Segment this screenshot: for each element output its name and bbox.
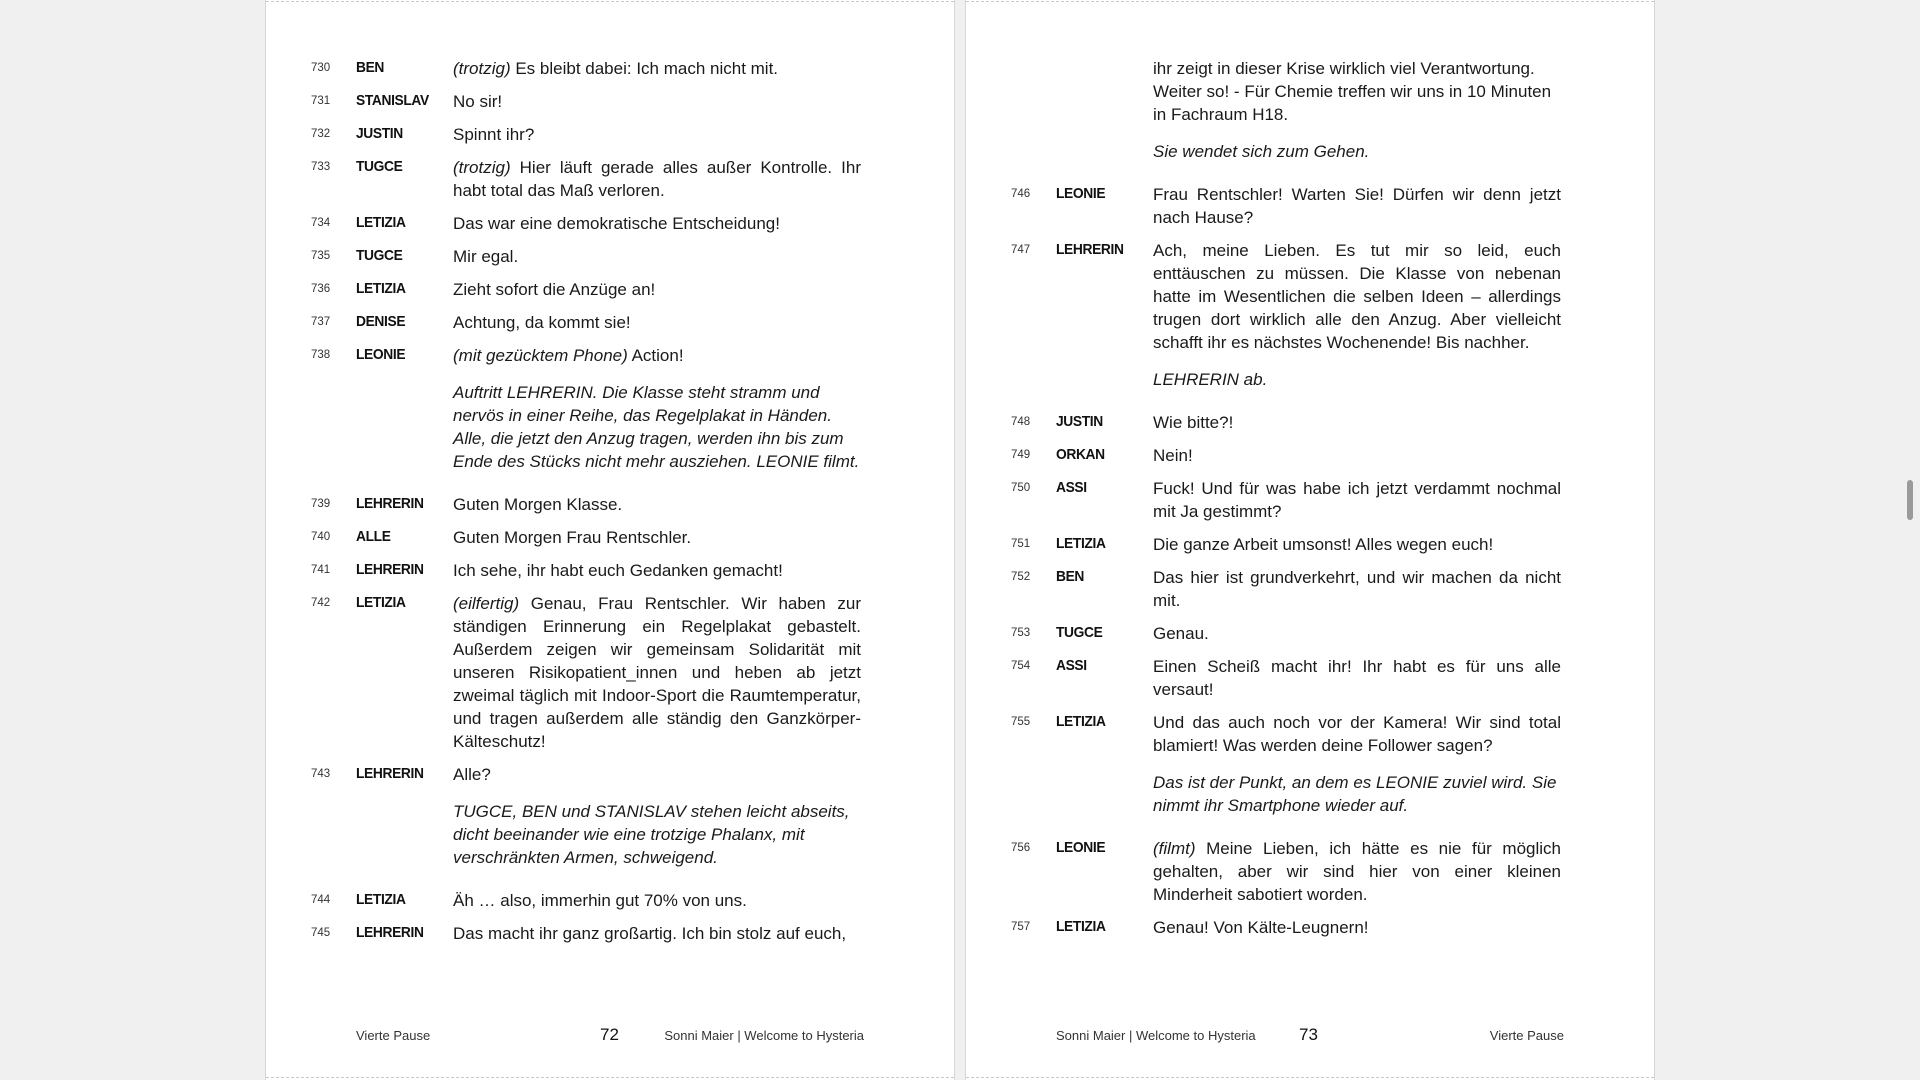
speech: Achtung, da kommt sie! [453,313,631,332]
dialogue-text [453,212,861,235]
dialogue-block [311,493,871,786]
dialogue-text [453,90,861,113]
dialogue-line [311,344,871,367]
dialogue-text [1153,655,1561,701]
dialogue-text [453,526,861,549]
stage-direction: Auftritt LEHRERIN. Die Klasse steht stramm und nervös in einer Reihe, das Regelplakat in Händen. Alle, die jetzt den Anzug tragen, werden ihn bis zum Ende des Stücks nicht mehr ausziehen. LEONIE filmt. [453,383,860,471]
dialogue-line [311,90,871,113]
speech: Guten Morgen Frau Rentschler. [453,528,692,547]
line-number: 735 [311,250,331,262]
dialogue-text [1153,183,1561,229]
dialogue-line [311,212,871,235]
speaker-name: LEHRERIN [356,924,424,941]
speaker-name: LEONIE [356,346,406,363]
speaker-name: LETIZIA [356,280,406,297]
page-top-edge [966,1,1654,2]
dialogue-line [1011,533,1571,556]
dialogue-text [1153,444,1561,467]
dialogue-line [1011,622,1571,645]
line-number: 745 [311,927,331,939]
speaker-name: LETIZIA [356,891,406,908]
speech: Es bleibt dabei: Ich mach nicht mit. [510,59,779,78]
line-number: 752 [1011,571,1031,583]
speaker-name: STANISLAV [356,92,429,109]
page-footer [266,1025,954,1048]
speech: No sir! [453,92,503,111]
dialogue-text [1153,533,1561,556]
line-number: 743 [311,768,331,780]
page-73 [965,0,1655,1080]
stage-direction: TUGCE, BEN und STANISLAV stehen leicht abseits, dicht beeinander wie eine trotzige Phalanx, mit verschränkten Armen, schweigend. [453,802,850,867]
dialogue-text [453,156,861,202]
speech: Meine Lieben, ich hätte es nie für möglich gehalten, aber wir sind hier von einer kleinen Minderheit sabotiert worden. [1153,839,1561,904]
speaker-name: LETIZIA [1056,713,1106,730]
dialogue-text [1153,837,1561,906]
speaker-name: TUGCE [1056,624,1103,641]
stage-direction: Das ist der Punkt, an dem es LEONIE zuviel wird. Sie nimmt ihr Smartphone wieder auf. [1153,773,1557,815]
speech: Genau, Frau Rentschler. Wir haben zur ständigen Erinnerung ein Regelplakat gebastelt. Außerdem zeigen wir gemeinsam Solidarität mit unseren Risikopatient_innen und heben ab jetzt zweimal täglich mit Indoor-Sport die Raumtemperatur, und tragen außerdem alle ständig den Ganzkörper-Kälteschutz! [453,594,861,751]
dialogue-text [453,278,861,301]
speaker-name: LEHRERIN [1056,241,1124,258]
dialogue-text [453,763,861,786]
speaker-name: ASSI [1056,657,1087,674]
dialogue-line [1011,837,1571,906]
dialogue-block [1011,837,1571,939]
dialogue-line [311,156,871,202]
line-number: 754 [1011,660,1031,672]
speaker-name: LETIZIA [356,594,406,611]
dialogue-text [1153,411,1561,434]
speech: Genau! Von Kälte-Leugnern! [1153,918,1369,937]
speaker-name: ASSI [1056,479,1087,496]
dialogue-line [1011,239,1571,354]
line-number: 739 [311,498,331,510]
continued-dialogue: ihr zeigt in dieser Krise wirklich viel Verantwortung. Weiter so! - Für Chemie treffen wir uns in 10 Minuten in Fachraum H18. [1153,59,1552,124]
dialogue-line [1011,477,1571,523]
speech: Guten Morgen Klasse. [453,495,623,514]
dialogue-line [311,889,871,912]
line-number: 732 [311,128,331,140]
speech: Hier läuft gerade alles außer Kontrolle. Ihr habt total das Maß verloren. [453,158,861,200]
speech: Genau. [1153,624,1209,643]
dialogue-text [453,311,861,334]
line-number: 738 [311,349,331,361]
dialogue-line [1011,183,1571,229]
speech: Mir egal. [453,247,519,266]
line-number: 737 [311,316,331,328]
dialogue-line [1011,444,1571,467]
speaker-name: ORKAN [1056,446,1105,463]
line-number: 736 [311,283,331,295]
parenthetical: (trotzig) [453,59,511,78]
page-footer [966,1025,1654,1048]
speech: Spinnt ihr? [453,125,535,144]
dialogue-text [1153,477,1561,523]
speech: Das hier ist grundverkehrt, und wir machen da nicht mit. [1153,568,1561,610]
line-number: 755 [1011,716,1031,728]
dialogue-text [453,493,861,516]
dialogue-text [453,889,861,912]
parenthetical: (mit gezücktem Phone) [453,346,628,365]
speech: Das macht ihr ganz großartig. Ich bin stolz auf euch, [453,924,847,943]
speaker-name: LETIZIA [1056,918,1106,935]
line-number: 747 [1011,244,1031,256]
line-number: 744 [311,894,331,906]
dialogue-line [311,311,871,334]
footer-section: Vierte Pause [356,1028,431,1043]
dialogue-line [311,922,871,945]
line-number: 751 [1011,538,1031,550]
page-number: 72 [600,1025,619,1044]
speaker-name: DENISE [356,313,406,330]
page-number: 73 [1299,1025,1318,1044]
dialogue-line [311,559,871,582]
stage-direction: Sie wendet sich zum Gehen. [1153,142,1370,161]
speaker-name: JUSTIN [356,125,403,142]
vertical-scrollbar-thumb[interactable] [1907,480,1913,520]
speech: Frau Rentschler! Warten Sie! Dürfen wir denn jetzt nach Hause? [1153,185,1561,227]
dialogue-line [311,245,871,268]
dialogue-text [453,559,861,582]
speaker-name: TUGCE [356,158,403,175]
line-number: 730 [311,62,331,74]
speaker-name: LEHRERIN [356,765,424,782]
speaker-name: BEN [1056,568,1085,585]
dialogue-text [1153,239,1561,354]
dialogue-text [1153,566,1561,612]
speech: Die ganze Arbeit umsonst! Alles wegen euch! [1153,535,1494,554]
script-content-right [1011,57,1571,949]
speech: Zieht sofort die Anzüge an! [453,280,656,299]
page-72 [265,0,955,1080]
footer-title: Sonni Maier | Welcome to Hysteria [664,1028,864,1043]
speech: Ach, meine Lieben. Es tut mir so leid, euch enttäuschen zu müssen. Die Klasse von nebenan hatte im Wesentlichen die selben Ideen – allerdings trugen dort wirklich alle den Anzug. Aber vielleicht schafft ihr es nächstes Wochenende! Bis nachher. [1153,241,1561,352]
dialogue-text [1153,916,1561,939]
dialogue-text [453,57,861,80]
dialogue-line [311,763,871,786]
speech: Alle? [453,765,491,784]
speaker-name: LEONIE [1056,839,1106,856]
speech: Ich sehe, ihr habt euch Gedanken gemacht! [453,561,783,580]
dialogue-text [1153,711,1561,757]
dialogue-text [453,123,861,146]
line-number: 753 [1011,627,1031,639]
page-bottom-edge [266,1077,954,1078]
dialogue-line [311,278,871,301]
dialogue-text [453,245,861,268]
line-number: 740 [311,531,331,543]
line-number: 757 [1011,921,1031,933]
dialogue-line [311,123,871,146]
speech: Fuck! Und für was habe ich jetzt verdammt nochmal mit Ja gestimmt? [1153,479,1561,521]
speech: Und das auch noch vor der Kamera! Wir sind total blamiert! Was werden deine Follower sagen? [1153,713,1561,755]
line-number: 741 [311,564,331,576]
page-bottom-edge [966,1077,1654,1078]
line-number: 742 [311,597,331,609]
dialogue-text [453,592,861,753]
dialogue-block [1011,411,1571,757]
speaker-name: LETIZIA [356,214,406,231]
dialogue-line [311,57,871,80]
line-number: 731 [311,95,331,107]
speech: Nein! [1153,446,1193,465]
dialogue-text [453,344,861,367]
dialogue-line [311,526,871,549]
parenthetical: (trotzig) [453,158,511,177]
dialogue-line [311,592,871,753]
stage-direction: LEHRERIN ab. [1153,370,1268,389]
speaker-name: LEHRERIN [356,561,424,578]
parenthetical: (filmt) [1153,839,1196,858]
dialogue-line [311,493,871,516]
dialogue-line [1011,916,1571,939]
speech: Einen Scheiß macht ihr! Ihr habt es für uns alle versaut! [1153,657,1561,699]
parenthetical: (eilfertig) [453,594,520,613]
footer-section: Vierte Pause [1489,1028,1564,1043]
line-number: 756 [1011,842,1031,854]
speaker-name: LEONIE [1056,185,1106,202]
page-top-edge [266,1,954,2]
dialogue-line [1011,566,1571,612]
footer-title: Sonni Maier | Welcome to Hysteria [1056,1028,1256,1043]
dialogue-block [311,889,871,945]
line-number: 750 [1011,482,1031,494]
dialogue-block [1011,183,1571,354]
speaker-name: LEHRERIN [356,495,424,512]
dialogue-line [1011,655,1571,701]
script-content-left [311,57,871,955]
dialogue-line [1011,711,1571,757]
line-number: 749 [1011,449,1031,461]
line-number: 746 [1011,188,1031,200]
speaker-name: JUSTIN [1056,413,1103,430]
line-number: 734 [311,217,331,229]
speech: Äh … also, immerhin gut 70% von uns. [453,891,747,910]
speech: Wie bitte?! [1153,413,1234,432]
speaker-name: LETIZIA [1056,535,1106,552]
dialogue-line [1011,411,1571,434]
speech: Action! [627,346,684,365]
speech: Das war eine demokratische Entscheidung! [453,214,780,233]
dialogue-text [1153,622,1561,645]
dialogue-text [453,922,861,945]
line-number: 733 [311,161,331,173]
speaker-name: ALLE [356,528,391,545]
speaker-name: TUGCE [356,247,403,264]
dialogue-block [311,57,871,367]
line-number: 748 [1011,416,1031,428]
speaker-name: BEN [356,59,385,76]
